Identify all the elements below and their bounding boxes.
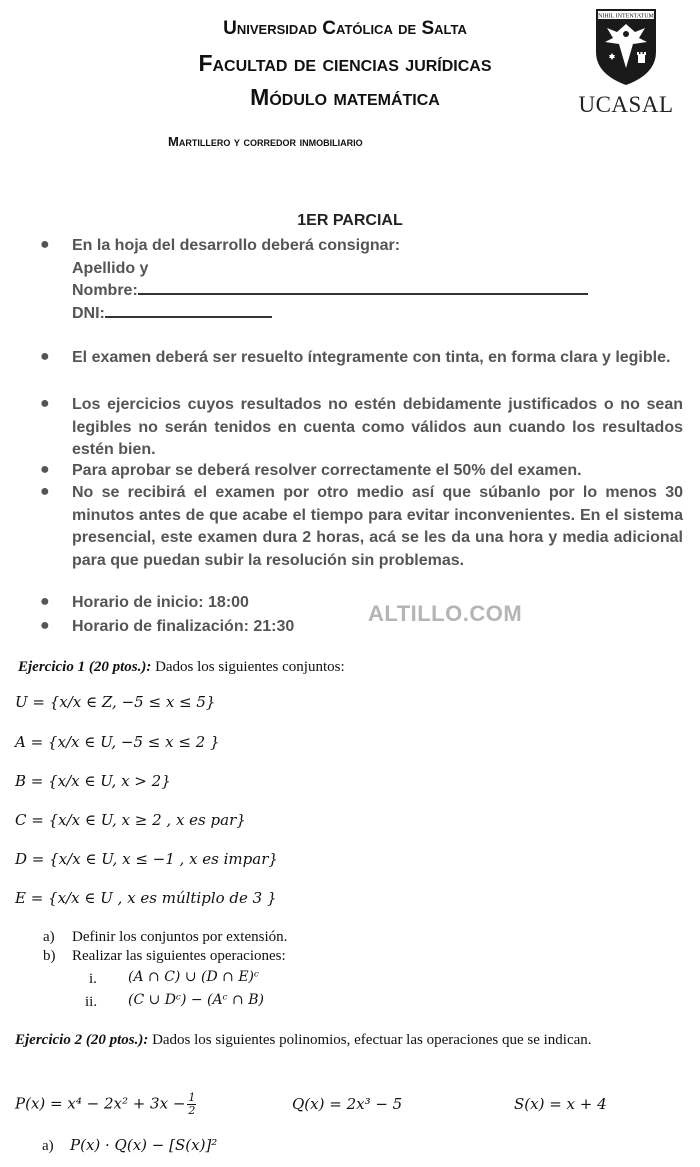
dni-blank [105, 315, 272, 318]
nombre-blank [138, 292, 588, 295]
set-u: U = {x/x ∈ Z, −5 ≤ x ≤ 5} [15, 693, 216, 711]
dni-line [72, 303, 683, 326]
bullet-icon: ● [40, 593, 50, 610]
exercise-1-heading [18, 657, 688, 678]
bullet-icon: ● [40, 461, 50, 478]
faculty-name: Facultad de ciencias jurídicas [198, 50, 492, 76]
fraction-numerator: 1 [188, 1091, 196, 1104]
dni-label: DNI: [72, 304, 105, 322]
exercise-2-heading [15, 1030, 683, 1051]
set-d: D = {x/x ∈ U, x ≤ −1 , x es impar} [15, 850, 278, 868]
instruction-4: Para aprobar se deberá resolver correctamente el 50% del examen. [72, 462, 582, 479]
bullet-icon: ● [40, 617, 50, 634]
watermark: ALTILLO.COM [368, 601, 523, 626]
instruction-1 [72, 235, 683, 325]
fraction [187, 1092, 196, 1117]
module-name: Módulo matemática [250, 84, 440, 110]
instruction-3: Los ejercicios cuyos resultados no estén debidamente justificados o no sean legibles no serán tenidos en cuenta como válidos aun cuando los resultados estén bien. [72, 396, 683, 458]
bullet-icon: ● [40, 483, 50, 500]
instruction-5: No se recibirá el examen por otro medio así que súbanlo por lo menos 30 minutos antes de que acabe el tiempo para evitar inconvenientes. En el sistema presencial, este examen dura 2 horas, acá se les da una hora y media adicional para que puedan subir la resolución sin problemas. [72, 484, 683, 569]
ucasal-logo [578, 8, 674, 118]
item-i-label: i. [89, 971, 97, 987]
exercise-2-title: Ejercicio 2 (20 ptos.): [15, 1032, 149, 1048]
career-name: Martillero y corredor inmobiliario [168, 134, 363, 149]
item-a-text: Definir los conjuntos por extensión. [72, 929, 288, 945]
item-ii-label: ii. [85, 994, 98, 1010]
university-name: Universidad Católica de Salta [223, 18, 467, 39]
bullet-icon: ● [40, 348, 50, 365]
set-b: B = {x/x ∈ U, x > 2} [15, 772, 171, 790]
exercise-2-item-a-label: a) [42, 1138, 54, 1154]
item-b-label: b) [43, 948, 56, 964]
polynomial-p [15, 1092, 196, 1117]
nombre-label: Nombre: [72, 282, 138, 299]
instruction-1-apellido: Apellido y [72, 259, 149, 277]
item-i-expr: (A ∩ C) ∪ (D ∩ E)ᶜ [128, 969, 259, 985]
item-a-label: a) [43, 929, 55, 945]
exercise-2-intro: Dados los siguientes polinomios, efectuar las operaciones que se indican. [148, 1032, 592, 1048]
item-ii-expr: (C ∪ Dᶜ) − (Aᶜ ∩ B) [128, 992, 264, 1008]
set-e: E = {x/x ∈ U , x es múltiplo de 3 } [15, 889, 277, 907]
logo-motto: NIHIL INTENTATUM [598, 13, 654, 20]
instruction-6: Horario de inicio: 18:00 [72, 594, 249, 611]
shield-icon [595, 8, 657, 86]
item-b-text: Realizar las siguientes operaciones: [72, 948, 286, 964]
polynomial-p-expr: P(x) = x⁴ − 2x² + 3x − [15, 1094, 186, 1113]
bullet-icon: ● [40, 395, 50, 412]
instruction-2: El examen deberá ser resuelto íntegramente con tinta, en forma clara y legible. [72, 349, 671, 366]
polynomial-s: S(x) = x + 4 [514, 1095, 607, 1113]
exercise-2-item-a-expr: P(x) · Q(x) − [S(x)]² [70, 1136, 218, 1154]
exercise-1-intro: Dados los siguientes conjuntos: [151, 659, 345, 675]
instruction-7: Horario de finalización: 21:30 [72, 618, 295, 635]
logo-wordmark: UCASAL [578, 92, 674, 117]
instruction-1-intro: En la hoja del desarrollo deberá consignar: [72, 237, 401, 254]
fraction-denominator: 2 [188, 1104, 196, 1117]
nombre-line [72, 280, 683, 303]
polynomial-q: Q(x) = 2x³ − 5 [292, 1095, 403, 1113]
set-a: A = {x/x ∈ U, −5 ≤ x ≤ 2 } [15, 733, 220, 751]
set-c: C = {x/x ∈ U, x ≥ 2 , x es par} [15, 811, 246, 829]
exercise-1-title: Ejercicio 1 (20 ptos.): [18, 659, 152, 675]
bullet-icon: ● [40, 236, 50, 253]
exam-title: 1ER PARCIAL [297, 212, 403, 229]
